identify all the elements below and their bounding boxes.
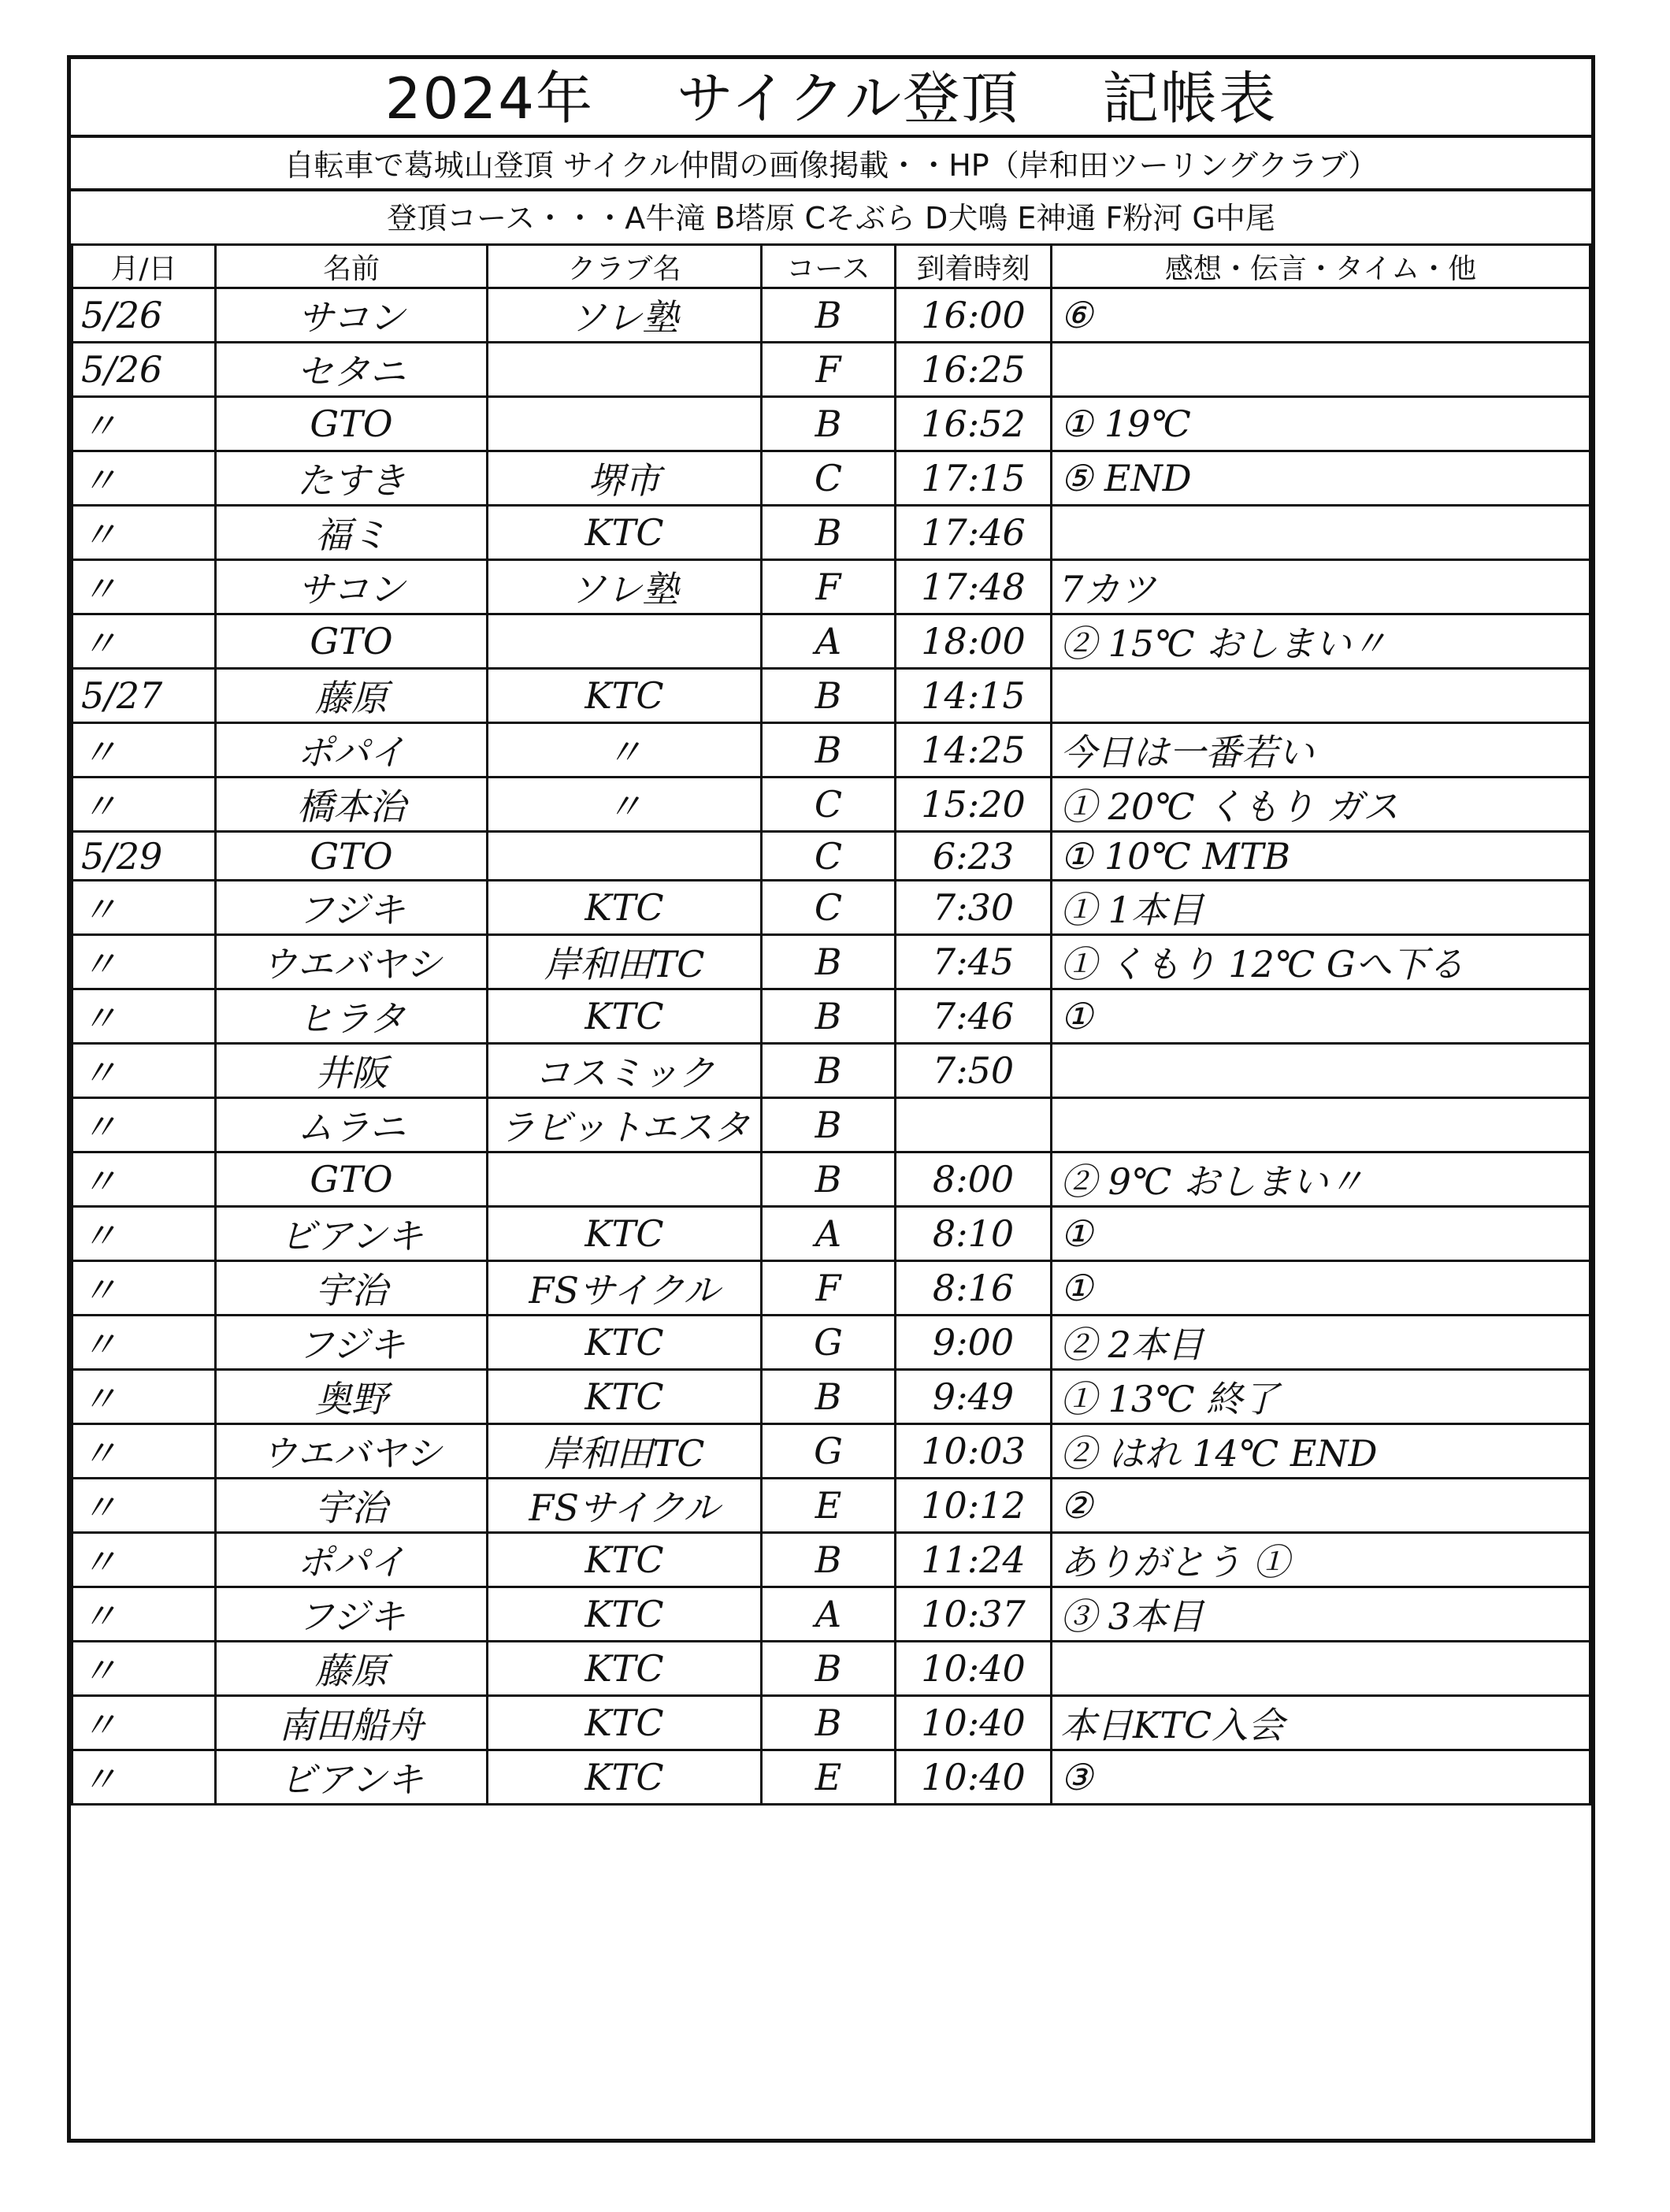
table-row xyxy=(72,1207,1590,1261)
row-name: 奥野 xyxy=(216,1370,488,1424)
header-note: 感想・伝言・タイム・他 xyxy=(1052,245,1590,288)
row-club: 〃 xyxy=(488,778,762,832)
table-row xyxy=(72,935,1590,989)
row-course: B xyxy=(762,1533,896,1587)
subtitle: 自転車で葛城山登頂 サイクル仲間の画像掲載・・HP（岸和田ツーリングクラブ） xyxy=(71,139,1591,191)
table-row xyxy=(72,506,1590,560)
title-kind: 記帳表 xyxy=(1102,65,1278,132)
row-club: KTC xyxy=(488,989,762,1044)
row-note: 7カツ xyxy=(1052,560,1590,614)
header-date: 月/日 xyxy=(72,245,216,288)
row-course: F xyxy=(762,1261,896,1316)
row-time: 16:25 xyxy=(896,343,1052,397)
row-course: B xyxy=(762,723,896,778)
row-course: F xyxy=(762,343,896,397)
row-note xyxy=(1052,343,1590,397)
row-club xyxy=(488,832,762,881)
row-name: ビアンキ xyxy=(216,1207,488,1261)
row-club: KTC xyxy=(488,1316,762,1370)
row-note: ② 15℃ おしまい〃 xyxy=(1052,614,1590,669)
row-club xyxy=(488,614,762,669)
row-time: 7:30 xyxy=(896,881,1052,935)
row-date: 〃 xyxy=(72,1261,216,1316)
row-name: ムラニ xyxy=(216,1098,488,1152)
row-course: B xyxy=(762,506,896,560)
row-time: 14:15 xyxy=(896,669,1052,723)
row-time: 10:12 xyxy=(896,1479,1052,1533)
table-row xyxy=(72,989,1590,1044)
row-time: 10:03 xyxy=(896,1424,1052,1479)
row-note: ① 10℃ MTB xyxy=(1052,832,1590,881)
row-date: 〃 xyxy=(72,1533,216,1587)
row-time xyxy=(896,1098,1052,1152)
row-note xyxy=(1052,1642,1590,1696)
title-year: 2024年 xyxy=(384,65,595,132)
row-note xyxy=(1052,1044,1590,1098)
table-row xyxy=(72,669,1590,723)
table-row xyxy=(72,778,1590,832)
row-course: B xyxy=(762,1696,896,1750)
row-note: ありがとう ① xyxy=(1052,1533,1590,1587)
table-row xyxy=(72,1261,1590,1316)
row-note: ① xyxy=(1052,1207,1590,1261)
row-time: 14:25 xyxy=(896,723,1052,778)
row-name: フジキ xyxy=(216,1316,488,1370)
row-time: 7:46 xyxy=(896,989,1052,1044)
row-course: A xyxy=(762,1587,896,1642)
table-row xyxy=(72,451,1590,506)
row-name: ヒラタ xyxy=(216,989,488,1044)
row-date: 〃 xyxy=(72,1424,216,1479)
row-club: KTC xyxy=(488,1587,762,1642)
row-note xyxy=(1052,1098,1590,1152)
table-row xyxy=(72,1750,1590,1805)
row-date: 〃 xyxy=(72,1152,216,1207)
row-date: 〃 xyxy=(72,989,216,1044)
row-name: GTO xyxy=(216,832,488,881)
row-course: B xyxy=(762,1370,896,1424)
row-course: B xyxy=(762,1152,896,1207)
row-time: 18:00 xyxy=(896,614,1052,669)
row-note xyxy=(1052,669,1590,723)
table-row xyxy=(72,1587,1590,1642)
row-note: 本日KTC入会 xyxy=(1052,1696,1590,1750)
row-note: ③ xyxy=(1052,1750,1590,1805)
row-course: B xyxy=(762,1098,896,1152)
row-club: コスミック xyxy=(488,1044,762,1098)
row-time: 17:48 xyxy=(896,560,1052,614)
row-time: 6:23 xyxy=(896,832,1052,881)
row-time: 10:37 xyxy=(896,1587,1052,1642)
row-time: 16:52 xyxy=(896,397,1052,451)
row-name: GTO xyxy=(216,397,488,451)
row-course: B xyxy=(762,1642,896,1696)
row-note: ① 13℃ 終了 xyxy=(1052,1370,1590,1424)
row-club xyxy=(488,1152,762,1207)
row-date: 〃 xyxy=(72,451,216,506)
row-name: ビアンキ xyxy=(216,1750,488,1805)
row-time: 9:00 xyxy=(896,1316,1052,1370)
table-row xyxy=(72,614,1590,669)
sheet-title xyxy=(71,59,1591,138)
log-table xyxy=(71,243,1591,1806)
row-name: 南田船舟 xyxy=(216,1696,488,1750)
row-club: FSサイクル xyxy=(488,1261,762,1316)
row-time: 8:16 xyxy=(896,1261,1052,1316)
row-date: 〃 xyxy=(72,1642,216,1696)
row-note xyxy=(1052,506,1590,560)
row-club: ソレ塾 xyxy=(488,288,762,343)
row-note: ① xyxy=(1052,1261,1590,1316)
table-row xyxy=(72,1098,1590,1152)
row-date: 〃 xyxy=(72,778,216,832)
row-club: KTC xyxy=(488,1207,762,1261)
row-time: 10:40 xyxy=(896,1750,1052,1805)
row-club: ラビットエスタ xyxy=(488,1098,762,1152)
title-name: サイクル登頂 xyxy=(676,65,1020,132)
row-club: KTC xyxy=(488,1696,762,1750)
row-note: ② 9℃ おしまい〃 xyxy=(1052,1152,1590,1207)
row-name: ポパイ xyxy=(216,1533,488,1587)
row-name: セタニ xyxy=(216,343,488,397)
row-name: 藤原 xyxy=(216,669,488,723)
row-date: 〃 xyxy=(72,1098,216,1152)
row-date: 〃 xyxy=(72,506,216,560)
row-course: A xyxy=(762,1207,896,1261)
row-course: C xyxy=(762,832,896,881)
header-row xyxy=(72,245,1590,288)
row-course: C xyxy=(762,778,896,832)
row-name: サコン xyxy=(216,560,488,614)
row-club: FSサイクル xyxy=(488,1479,762,1533)
row-time: 16:00 xyxy=(896,288,1052,343)
table-row xyxy=(72,1696,1590,1750)
row-time: 11:24 xyxy=(896,1533,1052,1587)
header-course: コース xyxy=(762,245,896,288)
row-course: G xyxy=(762,1316,896,1370)
table-row xyxy=(72,1479,1590,1533)
row-note: ③ 3本目 xyxy=(1052,1587,1590,1642)
row-club: KTC xyxy=(488,881,762,935)
row-course: B xyxy=(762,1044,896,1098)
row-club: KTC xyxy=(488,669,762,723)
row-note: ② xyxy=(1052,1479,1590,1533)
header-name: 名前 xyxy=(216,245,488,288)
row-club: KTC xyxy=(488,1370,762,1424)
row-date: 〃 xyxy=(72,1044,216,1098)
row-name: たすき xyxy=(216,451,488,506)
row-note: ② 2本目 xyxy=(1052,1316,1590,1370)
table-row xyxy=(72,723,1590,778)
row-time: 15:20 xyxy=(896,778,1052,832)
table-row xyxy=(72,881,1590,935)
row-note: ① くもり 12℃ Gへ下る xyxy=(1052,935,1590,989)
header-club: クラブ名 xyxy=(488,245,762,288)
row-name: GTO xyxy=(216,614,488,669)
row-club: KTC xyxy=(488,1642,762,1696)
row-date: 〃 xyxy=(72,1750,216,1805)
row-course: G xyxy=(762,1424,896,1479)
table-row xyxy=(72,832,1590,881)
row-date: 〃 xyxy=(72,935,216,989)
table-row xyxy=(72,1044,1590,1098)
row-note: ⑤ END xyxy=(1052,451,1590,506)
row-time: 7:50 xyxy=(896,1044,1052,1098)
row-name: ウエバヤシ xyxy=(216,935,488,989)
table-row xyxy=(72,1152,1590,1207)
row-date: 〃 xyxy=(72,1587,216,1642)
row-date: 5/26 xyxy=(72,343,216,397)
row-club: 〃 xyxy=(488,723,762,778)
row-course: C xyxy=(762,881,896,935)
row-course: A xyxy=(762,614,896,669)
row-name: 藤原 xyxy=(216,1642,488,1696)
row-time: 7:45 xyxy=(896,935,1052,989)
row-name: フジキ xyxy=(216,881,488,935)
row-club xyxy=(488,343,762,397)
row-name: サコン xyxy=(216,288,488,343)
row-note: ① xyxy=(1052,989,1590,1044)
row-club: 堺市 xyxy=(488,451,762,506)
row-time: 17:15 xyxy=(896,451,1052,506)
row-course: E xyxy=(762,1750,896,1805)
row-date: 〃 xyxy=(72,560,216,614)
log-body xyxy=(72,288,1590,1805)
row-note: ① 1本目 xyxy=(1052,881,1590,935)
row-date: 〃 xyxy=(72,1696,216,1750)
row-time: 8:10 xyxy=(896,1207,1052,1261)
row-time: 9:49 xyxy=(896,1370,1052,1424)
table-row xyxy=(72,1370,1590,1424)
table-row xyxy=(72,1424,1590,1479)
row-date: 〃 xyxy=(72,1370,216,1424)
row-club: KTC xyxy=(488,1533,762,1587)
row-name: GTO xyxy=(216,1152,488,1207)
table-row xyxy=(72,397,1590,451)
row-date: 〃 xyxy=(72,723,216,778)
row-course: F xyxy=(762,560,896,614)
row-course: B xyxy=(762,669,896,723)
row-course: C xyxy=(762,451,896,506)
row-date: 〃 xyxy=(72,397,216,451)
row-name: ポパイ xyxy=(216,723,488,778)
row-course: B xyxy=(762,989,896,1044)
row-date: 〃 xyxy=(72,1207,216,1261)
row-note: 今日は一番若い xyxy=(1052,723,1590,778)
row-date: 〃 xyxy=(72,1479,216,1533)
row-name: 橋本治 xyxy=(216,778,488,832)
row-club: KTC xyxy=(488,506,762,560)
row-club: 岸和田TC xyxy=(488,935,762,989)
row-name: 福ミ xyxy=(216,506,488,560)
row-date: 〃 xyxy=(72,1316,216,1370)
table-row xyxy=(72,343,1590,397)
courses-line: 登頂コース・・・A牛滝 B塔原 Cそぶら D犬鳴 E神通 F粉河 G中尾 xyxy=(387,201,1275,236)
row-date: 5/26 xyxy=(72,288,216,343)
row-course: B xyxy=(762,935,896,989)
row-name: フジキ xyxy=(216,1587,488,1642)
row-date: 〃 xyxy=(72,881,216,935)
table-row xyxy=(72,288,1590,343)
row-time: 10:40 xyxy=(896,1642,1052,1696)
row-note: ① 19℃ xyxy=(1052,397,1590,451)
table-row xyxy=(72,560,1590,614)
table-row xyxy=(72,1642,1590,1696)
row-club xyxy=(488,397,762,451)
table-row xyxy=(72,1533,1590,1587)
row-course: B xyxy=(762,397,896,451)
row-time: 17:46 xyxy=(896,506,1052,560)
row-date: 5/29 xyxy=(72,832,216,881)
log-sheet xyxy=(67,55,1595,2143)
row-name: ウエバヤシ xyxy=(216,1424,488,1479)
row-name: 宇治 xyxy=(216,1479,488,1533)
row-note: ⑥ xyxy=(1052,288,1590,343)
row-note: ① 20℃ くもり ガス xyxy=(1052,778,1590,832)
header-time: 到着時刻 xyxy=(896,245,1052,288)
row-time: 8:00 xyxy=(896,1152,1052,1207)
row-time: 10:40 xyxy=(896,1696,1052,1750)
row-date: 〃 xyxy=(72,614,216,669)
table-row xyxy=(72,1316,1590,1370)
row-course: B xyxy=(762,288,896,343)
row-club: 岸和田TC xyxy=(488,1424,762,1479)
row-course: E xyxy=(762,1479,896,1533)
row-club: ソレ塾 xyxy=(488,560,762,614)
row-name: 井阪 xyxy=(216,1044,488,1098)
row-name: 宇治 xyxy=(216,1261,488,1316)
row-club: KTC xyxy=(488,1750,762,1805)
row-note: ② はれ 14℃ END xyxy=(1052,1424,1590,1479)
row-date: 5/27 xyxy=(72,669,216,723)
